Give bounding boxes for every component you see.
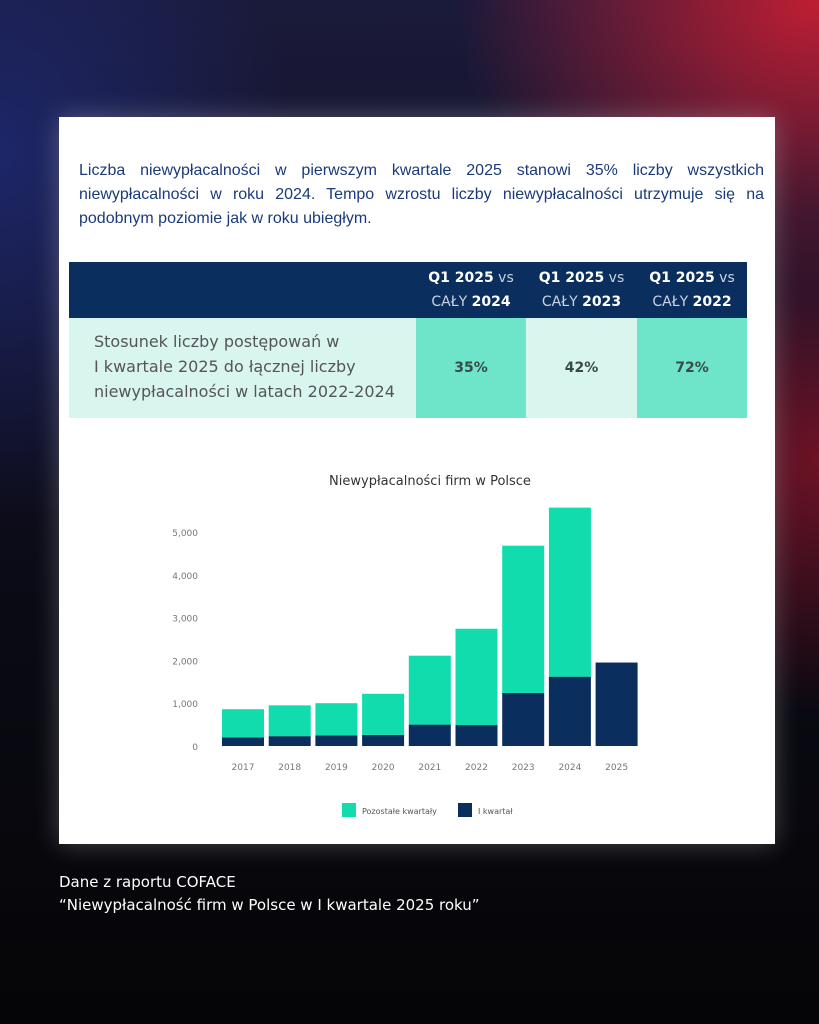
header-top-light: vs	[493, 270, 514, 286]
row-label-line: niewypłacalności w latach 2022-2024	[94, 382, 395, 401]
header-top-light: vs	[714, 270, 735, 286]
bar-chart	[59, 457, 775, 837]
legend-label: I kwartał	[478, 807, 513, 816]
x-tick-label: 2021	[418, 763, 442, 773]
report-card	[59, 117, 775, 844]
header-top-bold: Q1 2025	[649, 270, 715, 286]
header-cell-2023	[526, 262, 637, 318]
caption-line-2: “Niewypłacalność firm w Polsce w I kwartale 2025 roku”	[59, 896, 480, 914]
bar-other-2024	[549, 508, 591, 677]
bar-q1-2023	[502, 693, 544, 746]
x-tick-label: 2020	[371, 763, 395, 773]
caption-line-1: Dane z raportu COFACE	[59, 873, 236, 891]
bar-other-2021	[409, 656, 451, 725]
x-tick-label: 2025	[605, 763, 629, 773]
y-tick-label: 1,000	[172, 700, 198, 711]
x-tick-label: 2023	[511, 763, 535, 773]
bar-q1-2024	[549, 677, 591, 746]
y-tick-label: 4,000	[172, 571, 198, 582]
bar-q1-2017	[222, 737, 264, 746]
legend-label: Pozostałe kwartały	[362, 807, 437, 816]
x-tick-label: 2022	[465, 763, 488, 773]
y-tick-label: 2,000	[172, 657, 198, 668]
header-blank-cell	[69, 262, 416, 318]
bar-q1-2019	[315, 735, 357, 746]
bar-q1-2022	[456, 725, 498, 746]
bar-q1-2020	[362, 735, 404, 746]
header-bottom-light: CAŁY	[431, 294, 472, 310]
bar-other-2020	[362, 694, 404, 735]
row-label-line: I kwartale 2025 do łącznej liczby	[94, 357, 356, 376]
source-caption	[59, 871, 480, 917]
x-tick-label: 2024	[558, 763, 582, 773]
bar-other-2017	[222, 709, 264, 737]
row-label-line: Stosunek liczby postępowań w	[94, 332, 340, 351]
value-cell-2022: 72%	[637, 318, 747, 418]
header-bottom-light: CAŁY	[541, 294, 583, 310]
y-tick-label: 5,000	[172, 529, 198, 539]
header-cell-2024	[416, 262, 526, 318]
y-tick-label: 3,000	[172, 614, 198, 625]
bar-other-2023	[502, 546, 544, 693]
header-top-bold: Q1 2025	[538, 270, 605, 286]
header-bottom-bold: 2022	[692, 294, 732, 310]
bar-chart-svg	[59, 457, 775, 837]
table-header	[69, 262, 747, 318]
chart-title: Niewypłacalności firm w Polsce	[329, 474, 531, 489]
y-tick-label: 0	[192, 743, 198, 753]
intro-paragraph: Liczba niewypłacalności w pierwszym kwartale 2025 stanowi 35% liczby wszystkich niewypłacalności w roku 2024. Tempo wzrostu liczby niewypłacalności utrzymuje się na podobnym poziomie jak w roku ubiegłym.	[79, 162, 764, 227]
legend-swatch	[342, 803, 356, 817]
header-top-light: vs	[604, 270, 625, 286]
header-cell-2022	[637, 262, 747, 318]
value-cell-2023: 42%	[526, 318, 637, 418]
header-bottom-bold: 2024	[471, 294, 511, 310]
bar-q1-2018	[269, 736, 311, 746]
bar-q1-2021	[409, 725, 451, 746]
bar-other-2018	[269, 705, 311, 736]
bar-q1-2025	[596, 663, 638, 746]
ratio-table	[69, 262, 747, 418]
bar-other-2022	[456, 629, 498, 725]
bar-other-2019	[315, 703, 357, 735]
x-tick-label: 2019	[324, 763, 348, 773]
header-top-bold: Q1 2025	[428, 270, 494, 286]
value-cell-2024: 35%	[416, 318, 526, 418]
row-label	[69, 318, 416, 418]
table-row	[69, 318, 747, 418]
x-tick-label: 2018	[278, 763, 302, 773]
x-tick-label: 2017	[231, 763, 255, 773]
header-bottom-bold: 2023	[582, 294, 622, 310]
legend-swatch	[458, 803, 472, 817]
header-bottom-light: CAŁY	[652, 294, 693, 310]
